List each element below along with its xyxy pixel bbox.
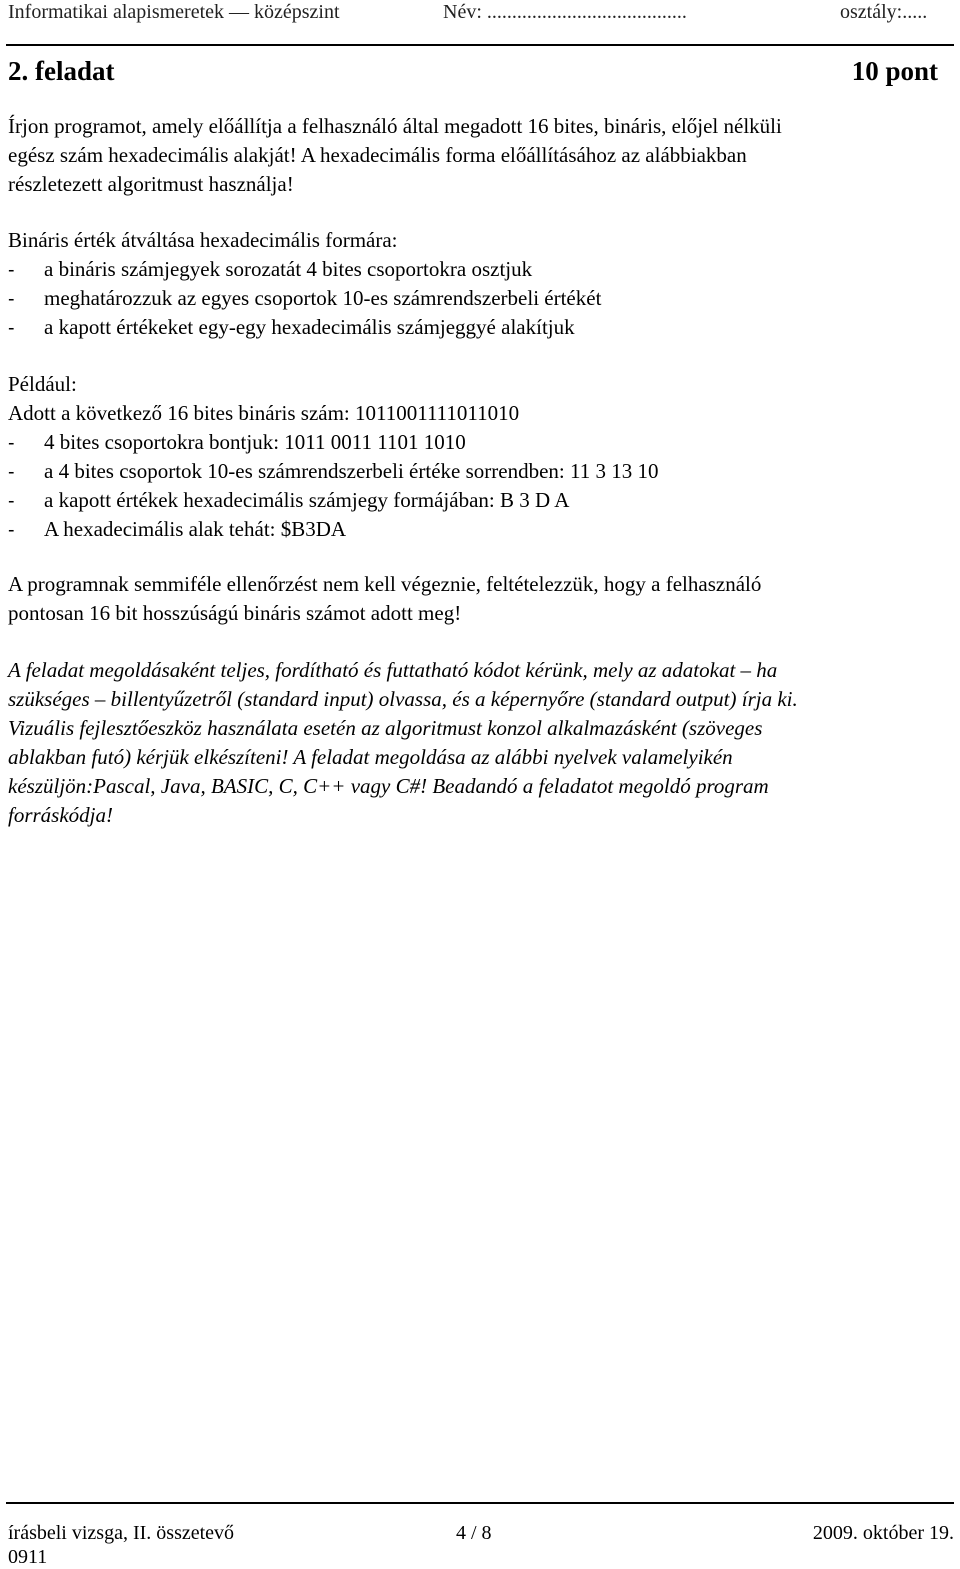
intro-line: részletezett algoritmust használja!: [8, 172, 294, 196]
task-intro: [8, 112, 953, 199]
bullet-dash: -: [8, 288, 15, 310]
bullet-dash: -: [8, 259, 15, 281]
example-step: [8, 428, 953, 457]
task-instructions: [8, 656, 953, 830]
algorithm-section: [8, 226, 953, 342]
bullet-dash: -: [8, 519, 15, 541]
task-note: [8, 570, 953, 628]
example-section: [8, 370, 953, 544]
instruction-line: szükséges – billentyűzetről (standard input) olvassa, és a képernyőre (standard output) írja ki.: [8, 687, 798, 711]
algorithm-step: [8, 284, 953, 313]
footer-date: 2009. október 19.: [812, 1522, 954, 1544]
example-step-text: a kapott értékek hexadecimális számjegy formájában: B 3 D A: [44, 488, 570, 512]
bullet-dash: -: [8, 432, 15, 454]
note-line: A programnak semmiféle ellenőrzést nem kell végeznie, feltételezzük, hogy a felhasználó: [8, 572, 762, 596]
bullet-dash: -: [8, 490, 15, 512]
footer-divider: [6, 1502, 954, 1504]
example-step: [8, 515, 953, 544]
task-points: 10 pont: [851, 56, 938, 86]
example-step: [8, 486, 953, 515]
bullet-dash: -: [8, 317, 15, 339]
instruction-line: készüljön:Pascal, Java, BASIC, C, C++ vagy C#! Beadandó a feladatot megoldó program: [8, 774, 769, 798]
algorithm-step-text: meghatározzuk az egyes csoportok 10-es számrendszerbeli értékét: [44, 286, 602, 310]
algorithm-step-text: a kapott értékeket egy-egy hexadecimális számjeggyé alakítjuk: [44, 315, 575, 339]
example-step-text: a 4 bites csoportok 10-es számrendszerbeli értéke sorrendben: 11 3 13 10: [44, 459, 659, 483]
instruction-line: ablakban futó) kérjük elkészíteni! A feladat megoldása az alábbi nyelvek valamelyikén: [8, 745, 733, 769]
example-step-text: 4 bites csoportokra bontjuk: 1011 0011 1101 1010: [44, 430, 466, 454]
algorithm-step: [8, 255, 953, 284]
example-step: [8, 457, 953, 486]
header-divider: [6, 44, 954, 46]
instruction-line: Vizuális fejlesztőeszköz használata esetén az algoritmust konzol alkalmazásként (szöveges: [8, 716, 763, 740]
instruction-line: forráskódja!: [8, 803, 113, 827]
header-class-field: osztály:.....: [840, 1, 928, 23]
instruction-line: A feladat megoldásaként teljes, fordítható és futtatható kódot kérünk, mely az adatokat – ha: [8, 658, 778, 682]
header-subject: Informatikai alapismeretek — középszint: [8, 1, 340, 23]
algorithm-step: [8, 313, 953, 342]
intro-line: egész szám hexadecimális alakját! A hexadecimális forma előállításához az alábbiakban: [8, 143, 747, 167]
example-step-text: A hexadecimális alak tehát: $B3DA: [44, 517, 347, 541]
example-heading: Például:: [8, 372, 77, 396]
header-name-field: Név: ........................................: [443, 1, 687, 23]
algorithm-step-text: a bináris számjegyek sorozatát 4 bites csoportokra osztjuk: [44, 257, 533, 281]
task-title: 2. feladat: [8, 56, 115, 86]
footer-exam: írásbeli vizsga, II. összetevő: [8, 1522, 235, 1544]
example-given: Adott a következő 16 bites bináris szám: 1011001111011010: [8, 401, 520, 425]
bullet-dash: -: [8, 461, 15, 483]
algorithm-heading: Bináris érték átváltása hexadecimális formára:: [8, 228, 398, 252]
intro-line: Írjon programot, amely előállítja a felhasználó által megadott 16 bites, bináris, előjel nélküli: [8, 114, 782, 138]
note-line: pontosan 16 bit hosszúságú bináris számot adott meg!: [8, 601, 462, 625]
footer-code: 0911: [8, 1546, 48, 1568]
footer-page: 4 / 8: [456, 1522, 492, 1544]
